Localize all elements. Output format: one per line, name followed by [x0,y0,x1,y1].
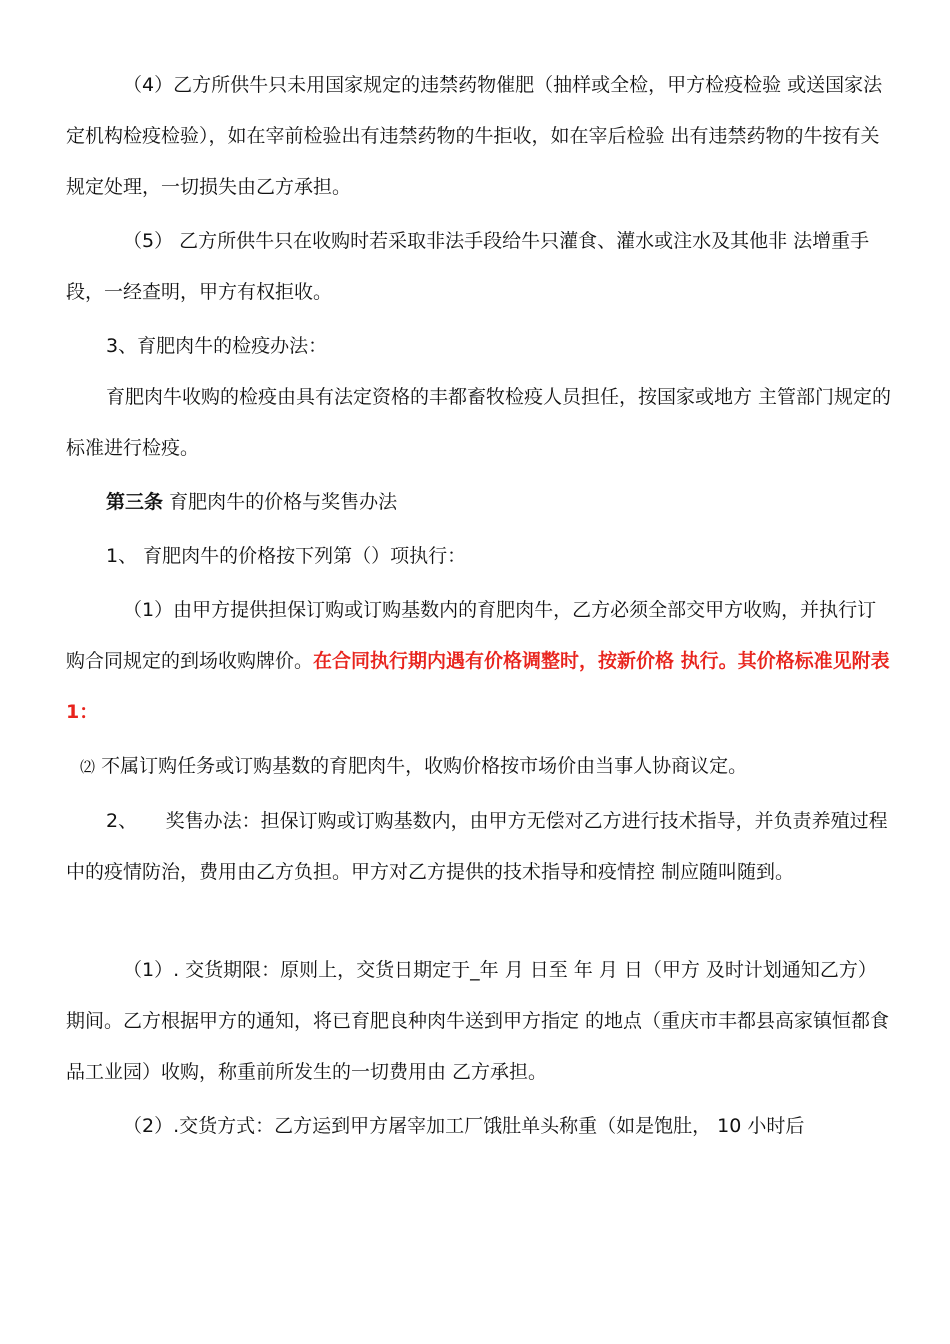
price-item-1-2-text: 不属订购任务或订购基数的育肥肉牛，收购价格按市场价由当事人协商议定。 [101,755,748,777]
price-item-1-1 [66,585,894,738]
price-item-1-2 [66,741,894,793]
section-3-title: 3、育肥肉牛的检疫办法： [106,335,328,357]
reward-method: 2、 奖售办法：担保订购或订购基数内，由甲方无偿对乙方进行技术指导，并负责养殖过程中的疫情防治，费用由乙方负担。甲方对乙方提供的技术指导和疫情控 制应随叫随到。 [66,810,888,883]
delivery-method: （2）.交货方式：乙方运到甲方屠宰加工厂饿肚单头称重（如是饱肚， 10 小时后 [123,1115,805,1137]
delivery-period: （1）. 交货期限：原则上，交货日期定于_年 月 日至 年 月 日（甲方 及时计划通知乙方）期间。乙方根据甲方的通知，将已育肥良种肉牛送到甲方指定 的地点（重庆市丰都县高家镇恒都食品工业园）收购，称重前所发生的一切费用由 乙方承担。 [66,959,890,1083]
article-3-title: 育肥肉牛的价格与奖售办法 [169,491,398,513]
section-3-body: 育肥肉牛收购的检疫由具有法定资格的丰都畜牧检疫人员担任，按国家或地方 主管部门规定的标准进行检疫。 [66,386,892,459]
document-page [66,60,894,1152]
article-3-heading [66,477,894,528]
article-3-label: 第三条 [106,491,164,513]
price-adjustment-note: 在合同执行期内遇有价格调整时，按新价格 执行。其价格标准见附表 1： [66,650,890,723]
price-item-1-1-text: （1）由甲方提供担保订购或订购基数内的育肥肉牛，乙方必须全部交甲方收购，并执行订购合同规定的到场收购牌价。 [66,599,877,672]
item-2-marker: ⑵ [80,758,96,776]
price-item-1-title: 1、 育肥肉牛的价格按下列第（）项执行： [106,545,467,567]
clause-4: （4）乙方所供牛只未用国家规定的违禁药物催肥（抽样或全检，甲方检疫检验 或送国家法定机构检疫检验），如在宰前检验出有违禁药物的牛拒收，如在宰后检验 出有违禁药物的牛按有关规定处理，一切损失由乙方承担。 [66,74,883,198]
clause-5: （5） 乙方所供牛只在收购时若采取非法手段给牛只灌食、灌水或注水及其他非 法增重手段，一经查明，甲方有权拒收。 [66,230,870,303]
